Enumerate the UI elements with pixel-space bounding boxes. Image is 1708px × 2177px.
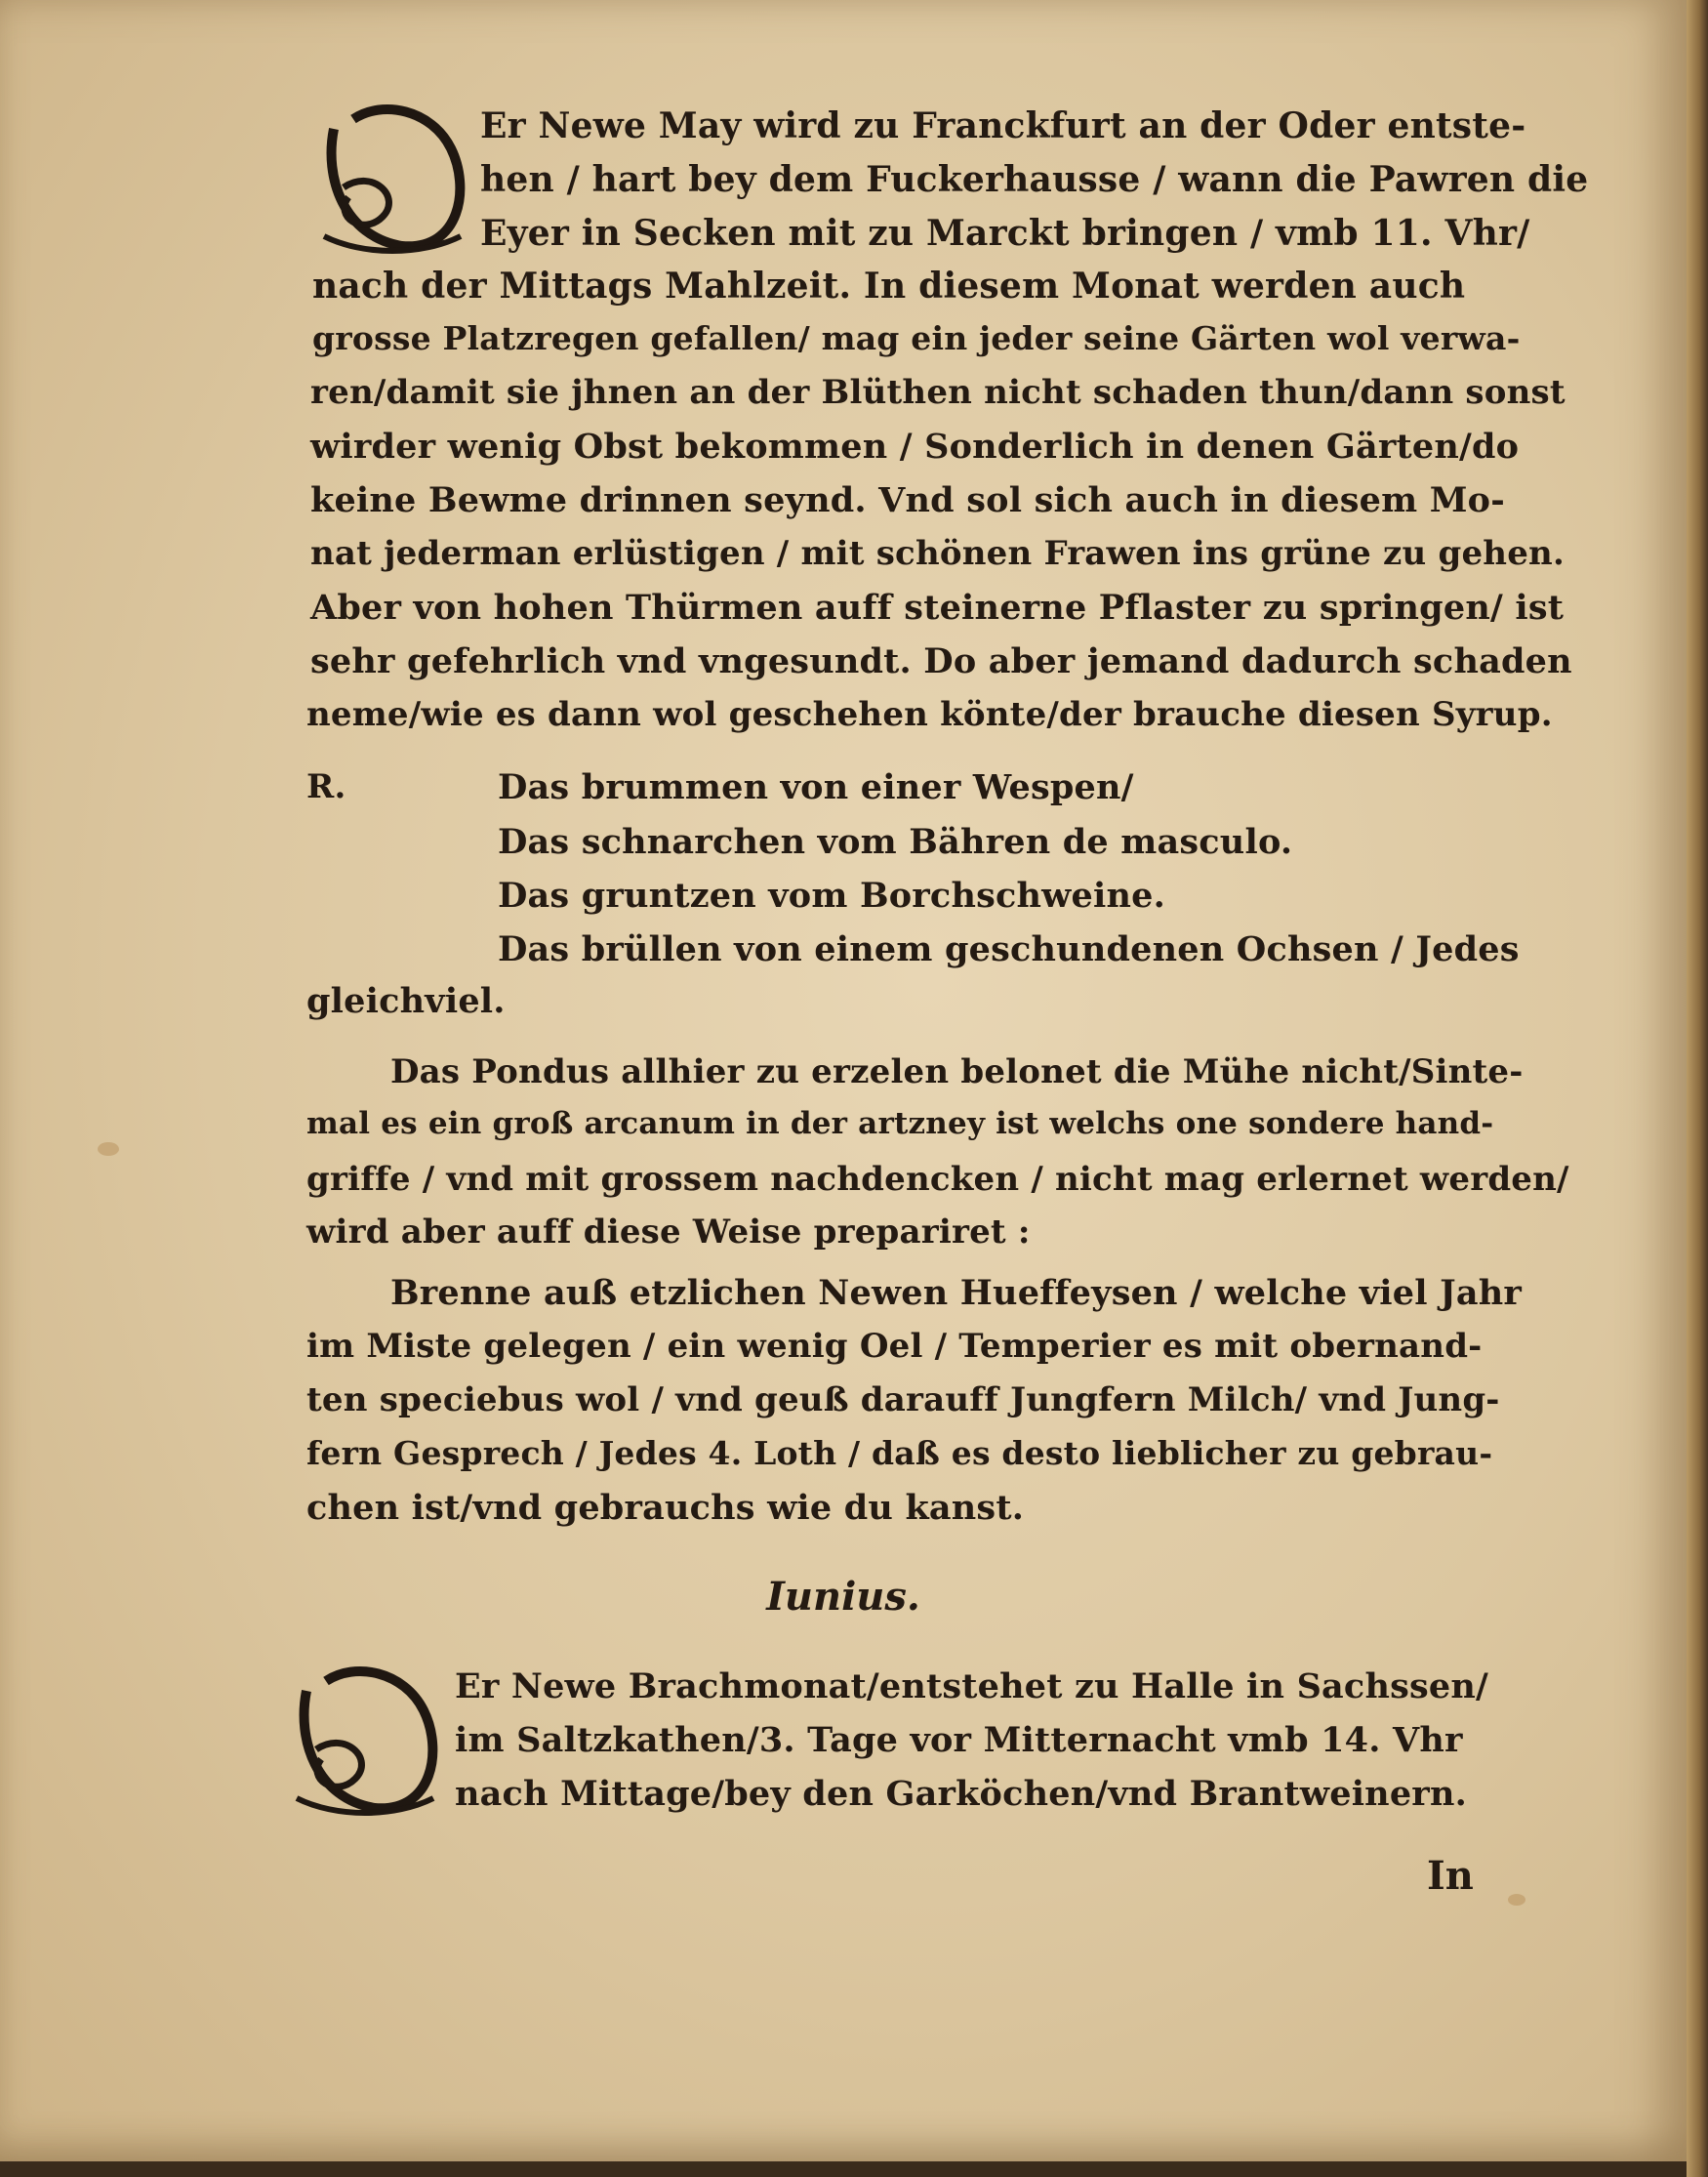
recipe-line: gleichviel.	[306, 981, 506, 1021]
text-line: griffe / vnd mit grossem nachdencken / nicht mag erlernet werden/	[306, 1160, 1569, 1199]
text-line: im Saltzkathen/3. Tage vor Mitternacht vmb 14. Vhr	[455, 1720, 1463, 1760]
paper-stain	[98, 1142, 119, 1156]
text-line: Das Pondus allhier zu erzelen belonet die Mühe nicht/Sinte-	[390, 1052, 1524, 1091]
text-line: nach Mittage/bey den Garköchen/vnd Brantweinern.	[455, 1774, 1467, 1814]
text-line: im Miste gelegen / ein wenig Oel / Temperier es mit obernand-	[306, 1327, 1483, 1366]
text-line: nach der Mittags Mahlzeit. In diesem Monat werden auch	[312, 266, 1466, 307]
book-edge	[1687, 0, 1708, 2177]
text-line: Aber von hohen Thürmen auff steinerne Pflaster zu springen/ ist	[310, 588, 1565, 628]
text-line: neme/wie es dann wol geschehen könte/der brauche diesen Syrup.	[306, 695, 1553, 734]
text-line: hen / hart bey dem Fuckerhausse / wann die Pawren die	[480, 159, 1589, 200]
recipe-line: Das brummen von einer Wespen/	[498, 767, 1134, 807]
text-line: fern Gesprech / Jedes 4. Loth / daß es desto lieblicher zu gebrau-	[306, 1434, 1493, 1472]
month-heading: Iunius.	[766, 1574, 920, 1620]
text-line: chen ist/vnd gebrauchs wie du kanst.	[306, 1488, 1025, 1528]
text-line: ren/damit sie jhnen an der Blüthen nicht schaden thun/dann sonst	[310, 373, 1566, 412]
text-line: nat jederman erlüstigen / mit schönen Frawen ins grüne zu gehen.	[310, 534, 1565, 573]
text-line: ten speciebus wol / vnd geuß darauff Jungfern Milch/ vnd Jung-	[306, 1380, 1500, 1419]
catchword: In	[1427, 1853, 1474, 1899]
recipe-marker: R.	[306, 767, 346, 806]
recipe-line: Das schnarchen vom Bähren de masculo.	[498, 822, 1293, 862]
text-line: keine Bewme drinnen seynd. Vnd sol sich auch in diesem Mo-	[310, 480, 1505, 520]
recipe-line: Das brüllen von einem geschundenen Ochsen / Jedes	[498, 929, 1520, 969]
text-line: wirder wenig Obst bekommen / Sonderlich in denen Gärten/do	[310, 427, 1520, 467]
text-line: Er Newe May wird zu Franckfurt an der Oder entste-	[480, 105, 1526, 146]
paper-stain	[1508, 1894, 1525, 1906]
text-line: grosse Platzregen gefallen/ mag ein jeder seine Gärten wol verwa-	[312, 319, 1521, 357]
recipe-line: Das gruntzen vom Borchschweine.	[498, 876, 1165, 916]
text-line: Er Newe Brachmonat/entstehet zu Halle in Sachssen/	[455, 1666, 1488, 1706]
text-line: mal es ein groß arcanum in der artzney ist welchs one sondere hand-	[306, 1106, 1494, 1141]
text-line: sehr gefehrlich vnd vngesundt. Do aber jemand dadurch schaden	[310, 641, 1572, 681]
text-line: Eyer in Secken mit zu Marckt bringen / vmb 11. Vhr/	[480, 213, 1530, 254]
text-line: Brenne auß etzlichen Newen Hueffeysen / welche viel Jahr	[390, 1273, 1523, 1313]
text-line: wird aber auff diese Weise prepariret :	[306, 1212, 1031, 1252]
